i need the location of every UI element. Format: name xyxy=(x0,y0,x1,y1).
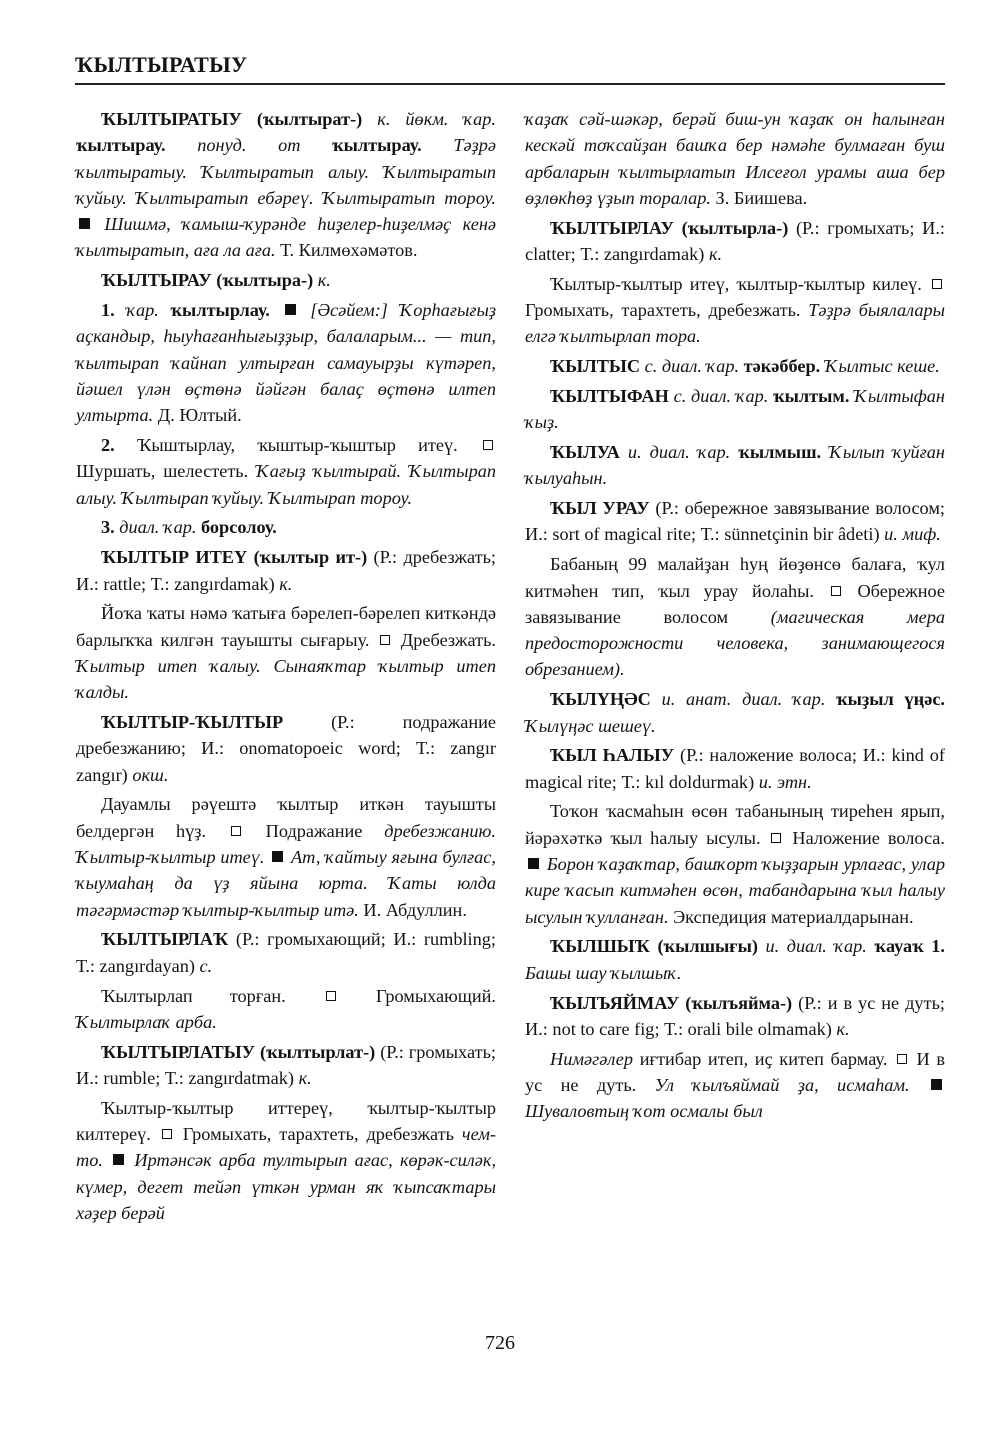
headword-text: 3. xyxy=(101,517,115,538)
italic-text: к. xyxy=(836,1018,850,1039)
headword-text: (ҡылъяйма-) xyxy=(685,992,793,1013)
dictionary-entry xyxy=(76,600,496,705)
page-number: 726 xyxy=(485,1332,515,1354)
italic-text: к. йөкм. ҡар. xyxy=(362,109,496,129)
body-text: Громыхать, тарахтеть, дребезжать xyxy=(174,1123,462,1144)
italic-text: и. диал. ҡар. xyxy=(619,442,739,463)
body-text: И в ус не дуть. xyxy=(525,1048,945,1095)
italic-text: Борон ҡаҙаҡтар, башҡорт ҡыҙҙарын урлағас, улар кире ҡасып китмәһен өсөн, табандарына ҡыл һалыу ысулын ҡулланған. xyxy=(525,854,945,927)
dictionary-entry xyxy=(76,1039,496,1092)
italic-text: с. диал. ҡар. xyxy=(668,385,774,406)
right-column xyxy=(525,106,945,1128)
italic-text: Ат, ҡайтыу яғына булғас, ҡыумаһаң да үҙ яйына юрта. Ҡаты юлда тәгәрмәстәр ҡылтыр-ҡылтыр итә. xyxy=(76,847,496,920)
body-text: Экспедиция материалдарынан. xyxy=(668,906,914,927)
dictionary-entry xyxy=(525,686,945,739)
dictionary-entry xyxy=(76,1095,496,1226)
italic-text: Ҡылып ҡуйған ҡылуаһын. xyxy=(525,442,945,489)
italic-text: Шишмә, ҡамыш-ҡурәнде һиҙелер-һиҙелмәҫ кенә ҡылтыратып, аға ла аға. xyxy=(76,214,496,261)
body-text: Громыхающий. xyxy=(338,985,496,1006)
body-text: (Р.: и в ус не дуть; И.: not to care fig; Т.: orali bile olmamak) xyxy=(525,992,945,1039)
italic-text: (магическая мера предосторожности человека, занимающегося обрезанием). xyxy=(525,606,945,680)
headword-text: ҠЫЛТЫРЛАТЫУ xyxy=(101,1041,256,1062)
headword-text: ҠЫЛТЫРАУ xyxy=(101,270,212,291)
body-text: Ҡылтырлап торған. xyxy=(101,985,323,1006)
dictionary-entry xyxy=(525,798,945,929)
headword-text: ҠЫЛЪЯЙМАУ xyxy=(550,992,680,1013)
headword-text: ҡылтым. xyxy=(773,385,850,406)
entry-continuation xyxy=(525,106,945,211)
body-text: Ҡыштырлау, ҡыштыр-ҡыштыр итеү. xyxy=(114,435,480,456)
headword-text: ҠЫЛТЫРЛАҠ xyxy=(101,929,229,950)
headword-text: ҠЫЛ УРАУ xyxy=(550,498,650,519)
italic-text: Нимәгәлер xyxy=(550,1048,634,1069)
dictionary-entry xyxy=(525,933,945,986)
dictionary-entry xyxy=(76,983,496,1036)
headword-text: тәкәббер. xyxy=(743,356,821,377)
italic-text: Ул ҡылъяймай ҙа, исмаһам. xyxy=(654,1074,929,1095)
headword-text: ҠЫЛТЫФАН xyxy=(550,385,669,406)
headword-text: ҡауаҡ 1. xyxy=(874,936,945,957)
body-text: Бабаның 99 малайҙан һуң йөҙөнсө балаға, ҡул китмәһен тип, ҡыл урау йолаһы. xyxy=(525,554,945,601)
body-text: (Р.: громыхать; И.: rumble; Т.: zangırdatmak) xyxy=(76,1041,496,1088)
body-text: Громыхать, тарахтеть, дребезжать. xyxy=(525,300,809,321)
dictionary-entry xyxy=(525,1046,945,1125)
italic-text: ҡар. xyxy=(114,300,171,321)
italic-text: Ҡылтырлаҡ арба. xyxy=(76,1011,217,1032)
body-text: Ҡылтыр-ҡылтыр иттереү, ҡылтыр-ҡылтыр килтереү. xyxy=(76,1097,496,1144)
body-text: иғтибар итеп, иҫ китеп бармау. xyxy=(633,1048,894,1069)
italic-text: чем-то. xyxy=(76,1123,496,1171)
body-text xyxy=(270,300,282,320)
left-column xyxy=(76,106,496,1230)
body-text: Наложение волоса. xyxy=(784,827,945,848)
running-head: ҠЫЛТЫРАТЫУ xyxy=(75,52,248,77)
open-square-icon xyxy=(897,1054,907,1064)
dictionary-entry xyxy=(525,215,945,268)
dictionary-entry xyxy=(525,495,945,548)
body-text: Ҡылтыр-ҡылтыр итеү, ҡылтыр-ҡылтыр килеү. xyxy=(550,273,929,294)
filled-square-icon xyxy=(272,851,283,862)
italic-text: с. диал. ҡар. xyxy=(640,356,744,377)
italic-text: и. диал. ҡар. xyxy=(757,936,875,957)
body-text: (Р.: наложение волоса; И.: kind of magical rite; Т.: kıl doldurmak) xyxy=(525,745,945,792)
dictionary-entry xyxy=(76,514,496,540)
dictionary-entry xyxy=(525,439,945,492)
headword-text: ҠЫЛТЫР ИТЕҮ xyxy=(101,547,248,568)
italic-text: Шуваловтың ҡот осмалы был xyxy=(525,1101,763,1122)
headword-text: борсолоу. xyxy=(201,517,277,538)
dictionary-entry xyxy=(76,106,496,264)
headword-text: ҡылмыш. xyxy=(738,442,822,463)
headword-text: ҠЫЛТЫР-ҠЫЛТЫР xyxy=(101,712,284,733)
body-text xyxy=(242,109,257,129)
headword-text: (ҡылшығы) xyxy=(657,936,758,957)
dictionary-entry xyxy=(76,432,496,511)
body-text: (Р.: подражание дребезжанию; И.: onomatopoeic word; Т.: zangır zangır) xyxy=(76,712,496,785)
dictionary-entry xyxy=(525,383,945,436)
dictionary-entry xyxy=(76,791,496,922)
body-text: Тоҡон ҡасмаһын өсөн табанының тиреһен ярып, йәрәхәткә ҡыл һалыу ысулы. xyxy=(525,801,945,848)
filled-square-icon xyxy=(285,304,296,315)
body-text: Йоҡа ҡаты нәмә ҡатыға бәрелеп-бәрелеп киткәндә барлыҡҡа килгән тауышты сығарыу. xyxy=(76,603,496,650)
dictionary-entry xyxy=(525,551,945,682)
headword-text: 1. xyxy=(101,300,115,321)
open-square-icon xyxy=(162,1129,172,1139)
body-text: (Р.: обережное завязывание волосом; И.: sort of magical rite; Т.: sünnetçinin bir âdeti) xyxy=(525,498,945,545)
body-text: (Р.: дребезжать; И.: rattle; Т.: zangırdamak) xyxy=(76,547,497,594)
italic-text: дребезжанию. Ҡылтыр-ҡылтыр итеү. xyxy=(76,820,496,868)
headword-text: ҡылтырау. xyxy=(332,135,422,156)
italic-text: ҡаҙаҡ сәй-шәкәр, берәй биш-ун ҡаҙаҡ он һалынған кескәй тоҡсайҙан башҡа бер нәмәһе булмаған буш арбаларын ҡылтырлатып Илсеғол урамы аша бер өҙлөкһөҙ үҙып торалар. xyxy=(525,109,945,208)
filled-square-icon xyxy=(931,1079,942,1090)
headword-text: ҠЫЛ ҺАЛЫУ xyxy=(550,745,675,766)
italic-text: Тәҙрә быялалары елгә ҡылтырлап тора. xyxy=(525,300,945,347)
header-rule xyxy=(75,83,945,85)
body-text: И. Абдуллин. xyxy=(358,899,467,920)
dictionary-entry xyxy=(525,742,945,795)
open-square-icon xyxy=(231,826,241,836)
dictionary-entry xyxy=(525,271,945,350)
headword-text: (ҡылтырлат-) xyxy=(260,1041,376,1062)
filled-square-icon xyxy=(528,858,539,869)
body-text: Шуршать, шелестеть. xyxy=(76,461,257,482)
italic-text: диал. ҡар. xyxy=(114,517,201,538)
open-square-icon xyxy=(831,586,841,596)
headword-text: (ҡылтырла-) xyxy=(681,217,789,238)
italic-text: и. этн. xyxy=(758,771,812,792)
italic-text: Ҡылтыфан ҡыҙ. xyxy=(525,385,945,433)
open-square-icon xyxy=(483,440,493,450)
open-square-icon xyxy=(326,991,336,1001)
italic-text: Башы шау ҡылшыҡ. xyxy=(525,962,682,983)
italic-text: понуд. от xyxy=(165,135,333,156)
open-square-icon xyxy=(771,833,781,843)
headword-text: (ҡылтыра-) xyxy=(216,270,314,291)
body-text: (Р.: громыхающий; И.: rumbling; Т.: zangırdayan) xyxy=(76,929,496,976)
headword-text: ҠЫЛТЫРАТЫУ xyxy=(101,109,242,129)
italic-text: Иртәнсәк арба тултырып ағас, көрәк-силәк, күмер, дегет тейәп үткән урман яҡ ҡыпсаҡтары хәҙер берәй xyxy=(76,1150,497,1223)
italic-text: к. xyxy=(279,573,293,594)
body-text: Обережное завязывание волосом xyxy=(525,580,946,627)
headword-text: (ҡылтырат-) xyxy=(256,109,363,129)
dictionary-entry xyxy=(76,267,496,293)
body-text: (Р.: громыхать; И.: clatter; Т.: zangırdamak) xyxy=(525,217,945,264)
italic-text: и. анат. диал. ҡар. xyxy=(650,689,837,710)
italic-text: с. xyxy=(199,955,213,976)
body-text: Дауамлы рәүештә ҡылтыр иткән тауышты белдергән һүҙ. xyxy=(76,794,496,841)
dictionary-entry xyxy=(76,926,496,979)
body-text: Т. Килмөхәмәтов. xyxy=(275,240,418,261)
dictionary-entry xyxy=(525,353,945,379)
dictionary-entry xyxy=(525,990,945,1043)
headword-text: ҡылтырау. xyxy=(76,135,166,156)
headword-text: ҠЫЛҮҢӘС xyxy=(550,689,651,710)
headword-text: ҠЫЛШЫҠ xyxy=(550,936,650,957)
body-text xyxy=(674,218,682,238)
italic-text: к. xyxy=(313,270,331,291)
italic-text: [Әсәйем:] Ҡорһағығыҙ аҫкандыр, һыуһағанһығыҙҙыр, балаларым... — тип, ҡылтырап ҡайнап ултырған самауырҙы күтәреп, йәшел үлән өҫтөнә йәйгән балаҫ өҫтөнә илтеп ултырта. xyxy=(76,300,496,426)
italic-text: Ҡағыҙ ҡылтырай. Ҡылтырап алыу. Ҡылтырап ҡуйыу. Ҡылтырап тороу. xyxy=(76,461,496,508)
italic-text: к. xyxy=(298,1067,312,1088)
open-square-icon xyxy=(932,279,942,289)
headword-text: ҠЫЛУА xyxy=(550,442,620,463)
body-text: Дребезжать. xyxy=(393,629,496,650)
italic-text: Ҡылтыс кеше. xyxy=(820,356,940,377)
headword-text: ҠЫЛТЫС xyxy=(550,356,641,377)
filled-square-icon xyxy=(113,1154,124,1165)
italic-text: к. xyxy=(708,243,723,264)
italic-text: окш. xyxy=(132,764,169,785)
italic-text: Ҡылтыр итеп ҡалыу. Сынаяҡтар ҡылтыр итеп ҡалды. xyxy=(76,655,496,703)
headword-text: (ҡылтыр ит-) xyxy=(253,547,368,568)
headword-text: 2. xyxy=(101,435,115,456)
headword-text: ҡылтырлау. xyxy=(170,300,270,321)
filled-square-icon xyxy=(79,218,90,229)
open-square-icon xyxy=(380,635,390,645)
italic-text: Тәҙрә ҡылтыратыу. Ҡылтыратып алыу. Ҡылтыратып ҡуйыу. Ҡылтыратып ебәреү. Ҡылтыратып тороу. xyxy=(76,135,496,208)
body-text: Д. Юлтый. xyxy=(153,405,242,426)
headword-text: ҠЫЛТЫРЛАУ xyxy=(550,217,674,238)
headword-text: ҡыҙыл үңәс. xyxy=(836,689,945,710)
dictionary-entry xyxy=(76,297,496,428)
body-text: Подражание xyxy=(243,820,385,841)
body-text: З. Биишева. xyxy=(710,187,808,208)
italic-text: и. миф. xyxy=(884,524,941,545)
dictionary-entry xyxy=(76,709,496,788)
dictionary-entry xyxy=(76,544,496,597)
italic-text: Ҡылүңәс шешеү. xyxy=(525,715,656,736)
